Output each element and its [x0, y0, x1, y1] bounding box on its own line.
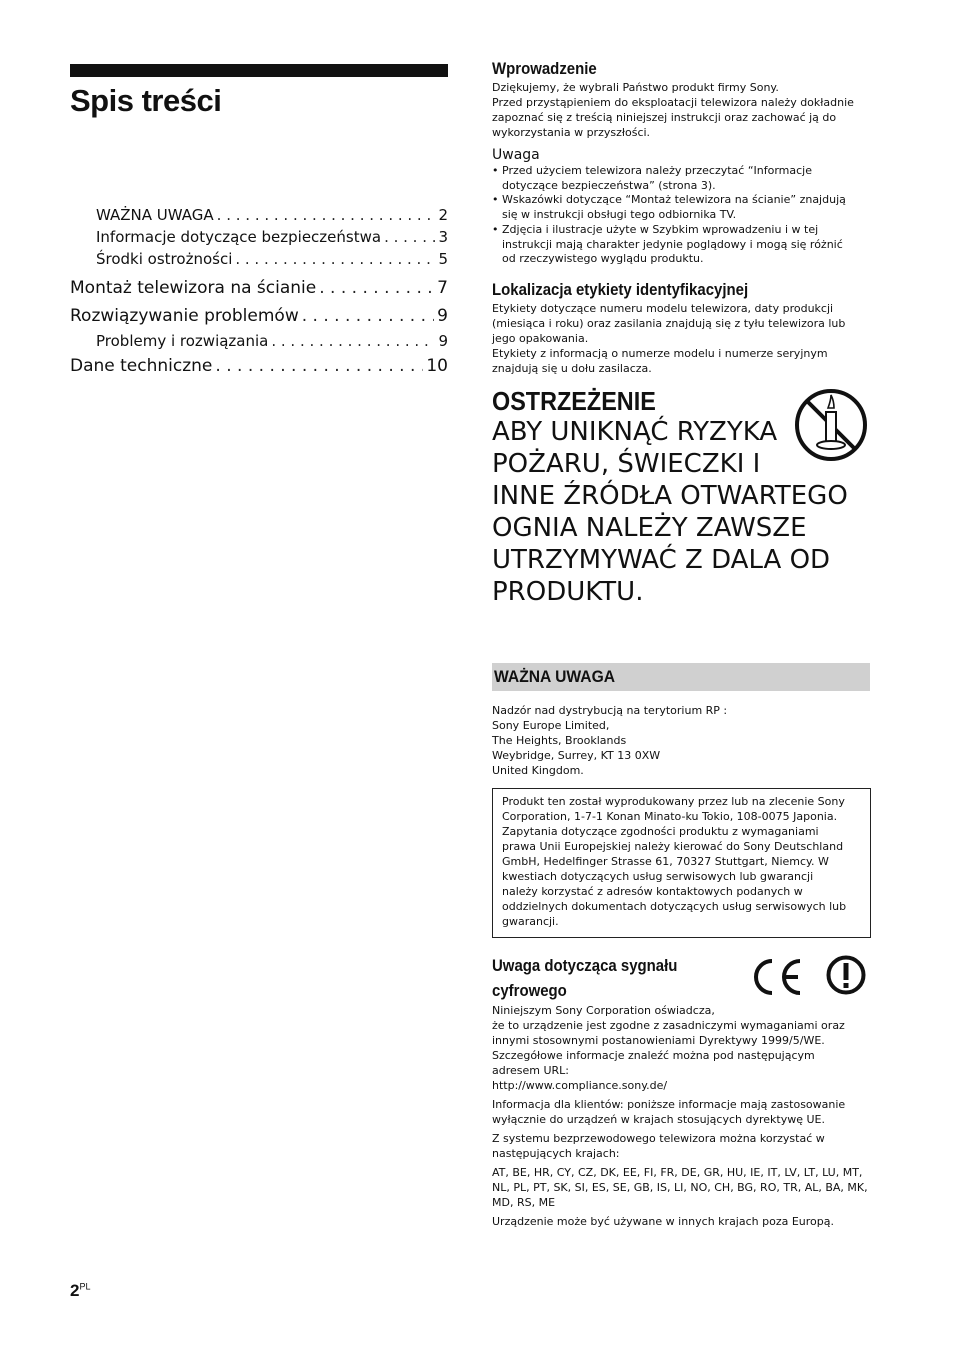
toc-entry-rozwiazywanie[interactable] — [70, 302, 448, 330]
text-line: INNE ŹRÓDŁA OTWARTEGO — [492, 480, 848, 511]
text-line: ABY UNIKNĄĆ RYZYKA — [492, 416, 778, 447]
text-line: od rzeczywistego wyglądu produktu. — [502, 252, 704, 266]
no-candle-icon — [794, 388, 868, 462]
toc-entry-label: Montaż telewizora na ścianie — [70, 278, 317, 298]
compliance-link[interactable]: http://www.compliance.sony.de/ — [492, 1078, 668, 1092]
text-line: NL, PL, PT, SK, SI, ES, SE, GB, IS, LI, NO, CH, BG, RO, TR, AL, BA, MK, — [492, 1180, 868, 1194]
text-line: wyłącznie do urządzeń w krajach stosujących dyrektywę UE. — [492, 1112, 825, 1126]
table-of-contents — [70, 204, 448, 380]
toc-entry-wazna-uwaga[interactable] — [70, 204, 448, 226]
page-number-value: 2 — [70, 1281, 80, 1300]
text-line: • Zdjęcia i ilustracje użyte w Szybkim wprowadzeniu i w tej — [502, 222, 819, 236]
text-line: Zapytania dotyczące zgodności produktu z wymaganiami — [502, 824, 819, 838]
notice-heading-bar — [492, 663, 870, 691]
text-line: prawa Unii Europejskiej należy kierować do Sony Deutschland — [502, 839, 844, 853]
wireless-countries-intro — [492, 1131, 872, 1161]
toc-entry-label: Dane techniczne — [70, 356, 213, 376]
text-line: POŻARU, ŚWIECZKI I — [492, 448, 761, 479]
text-line: • Przed użyciem telewizora należy przeczytać “Informacje — [502, 164, 813, 177]
text-line: innymi stosownymi postanowieniami Dyrektywy 1999/5/WE. — [492, 1033, 825, 1047]
toc-entry-page: 5 — [438, 250, 448, 268]
manufacturer-box — [492, 788, 871, 938]
text-line: należy korzystać z adresów kontaktowych podanych w — [502, 884, 803, 898]
text-line: Corporation, 1-7-1 Konan Minato-ku Tokio, 108-0075 Japonia. — [502, 809, 838, 823]
notice-section — [492, 663, 872, 938]
text-line: się w instrukcji obsługi tego odbiornika TV. — [502, 208, 737, 222]
label-text — [492, 301, 872, 376]
list-item — [492, 193, 872, 222]
text-line: Z systemu bezprzewodowego telewizora można korzystać w — [492, 1131, 825, 1145]
text-line: adresem URL: — [492, 1063, 570, 1077]
text-line: MD, RS, ME — [492, 1195, 556, 1209]
toc-entry-montaz[interactable] — [70, 274, 448, 302]
alert-icon — [826, 955, 866, 995]
warning-section — [492, 386, 872, 608]
content-column — [492, 58, 872, 1229]
warning-title: OSTRZEŻENIE — [492, 385, 656, 416]
text-line: instrukcji mają charakter jedynie poglądowy i mogą się różnić — [502, 237, 843, 251]
text-line: OGNIA NALEŻY ZAWSZE — [492, 512, 807, 543]
text-line: Etykiety z informacją o numerze modelu i numerze seryjnym — [492, 346, 828, 360]
notice-heading: WAŻNA UWAGA — [494, 666, 616, 686]
toc-entry-label: Informacje dotyczące bezpieczeństwa — [96, 228, 382, 246]
toc-entry-label: WAŻNA UWAGA — [96, 206, 214, 224]
text-line: zapoznać się z treścią niniejszej instrukcji oraz zachować ją do — [492, 111, 837, 124]
text-line: Informacja dla klientów: poniższe informacje mają zastosowanie — [492, 1097, 846, 1111]
intro-section — [492, 58, 872, 267]
toc-entry-label: Środki ostrożności — [96, 250, 233, 268]
text-line: Uwaga dotycząca sygnału — [492, 955, 678, 975]
text-line: jego opakowania. — [492, 331, 589, 345]
toc-entry-page: 2 — [438, 206, 448, 224]
intro-text — [492, 80, 872, 140]
text-line: znajdują się u dołu zasilacza. — [492, 361, 652, 375]
language-code: PL — [79, 1281, 91, 1292]
toc-entry-page: 9 — [437, 306, 448, 326]
label-heading: Lokalizacja etykiety identyfikacyjnej — [492, 279, 749, 299]
page-title: Spis treści — [70, 83, 222, 118]
text-line: Nadzór nad dystrybucją na terytorium RP : — [492, 703, 728, 717]
text-line: Produkt ten został wyprodukowany przez lub na zlecenie Sony — [502, 794, 845, 808]
text-line: The Heights, Brooklands — [492, 733, 627, 747]
text-line: że to urządzenie jest zgodne z zasadniczymi wymaganiami oraz — [492, 1018, 845, 1032]
ce-mark-icon — [748, 957, 804, 997]
text-line: gwarancji. — [502, 914, 559, 928]
toc-entry-informacje[interactable] — [70, 226, 448, 248]
text-line: • Wskazówki dotyczące “Montaż telewizora na ścianie” znajdują — [502, 193, 846, 207]
text-line: UTRZYMYWAĆ Z DALA OD — [492, 544, 831, 575]
text-line: GmbH, Hedelfinger Strasse 61, 70327 Stuttgart, Niemcy. W — [502, 854, 829, 868]
text-line: AT, BE, HR, CY, CZ, DK, EE, FI, FR, DE, GR, HU, IE, IT, LV, LT, LU, MT, — [492, 1165, 863, 1179]
toc-column — [70, 64, 448, 376]
text-line: Etykiety dotyczące numeru modelu telewizora, daty produkcji — [492, 301, 834, 315]
text-line: wykorzystania w przyszłości. — [492, 126, 651, 139]
note-list — [492, 164, 872, 267]
distributor-address — [492, 703, 872, 778]
text-line: United Kingdom. — [492, 763, 584, 777]
text-line: Szczegółowe informacje znaleźć można pod następującym — [492, 1048, 815, 1062]
text-line: cyfrowego — [492, 980, 567, 1000]
text-line: (miesiąca i roku) oraz zasilania znajdują się z tyłu telewizora lub — [492, 316, 846, 330]
toc-entry-dane[interactable] — [70, 352, 448, 380]
text-line: Sony Europe Limited, — [492, 718, 610, 732]
text-line: PRODUKTU. — [492, 576, 644, 607]
toc-entry-page: 7 — [437, 278, 448, 298]
label-section — [492, 279, 872, 376]
text-line: Przed przystąpieniem do eksploatacji telewizora należy dokładnie — [492, 96, 854, 109]
page-number — [70, 1281, 90, 1301]
text-line: Weybridge, Surrey, KT 13 0XW — [492, 748, 661, 762]
toc-entry-page: 3 — [438, 228, 448, 246]
title-rule — [70, 64, 448, 77]
toc-entry-page: 10 — [426, 356, 448, 376]
text-line: dotyczące bezpieczeństwa” (strona 3). — [502, 178, 716, 192]
text-line: Dziękujemy, że wybrali Państwo produkt firmy Sony. — [492, 81, 779, 94]
signal-declaration — [492, 1003, 872, 1093]
digital-signal-section — [492, 953, 872, 1229]
customer-info — [492, 1097, 872, 1127]
text-line: następujących krajach: — [492, 1146, 620, 1160]
note-heading: Uwaga — [492, 147, 540, 163]
toc-entry-label: Rozwiązywanie problemów — [70, 306, 299, 326]
toc-entry-label: Problemy i rozwiązania — [96, 332, 269, 350]
text-line: Niniejszym Sony Corporation oświadcza, — [492, 1003, 715, 1017]
text-line: oddzielnych dokumentach dotyczących usług serwisowych lub — [502, 899, 847, 913]
country-list — [492, 1165, 872, 1210]
list-item — [492, 223, 872, 267]
intro-heading: Wprowadzenie — [492, 59, 597, 78]
usage-note: Urządzenie może być używane w innych krajach poza Europą. — [492, 1214, 834, 1228]
toc-entry-page: 9 — [438, 332, 448, 350]
list-item — [492, 164, 872, 193]
toc-entry-srodki[interactable] — [70, 248, 448, 270]
toc-entry-problemy[interactable] — [70, 330, 448, 352]
text-line: kwestiach dotyczących usług serwisowych lub gwarancji — [502, 869, 814, 883]
